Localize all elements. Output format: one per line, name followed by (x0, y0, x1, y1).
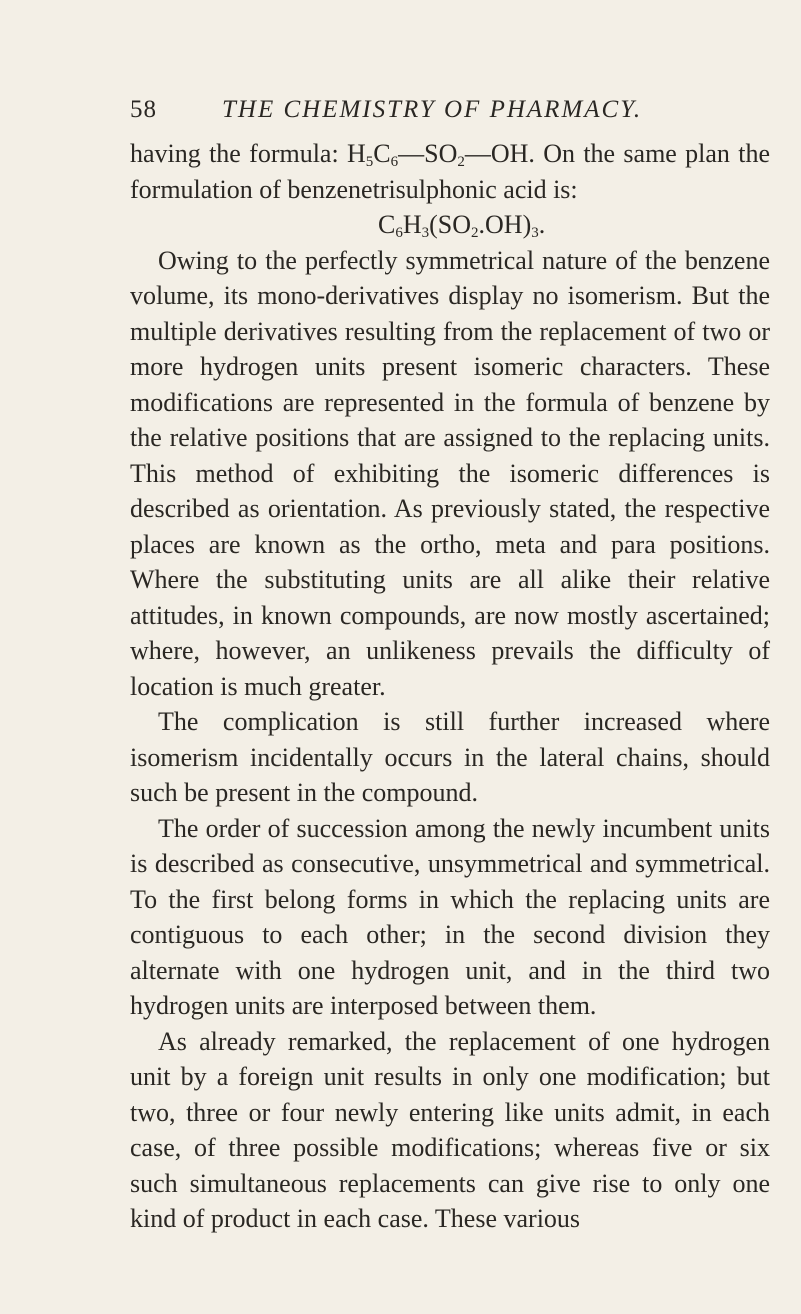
body-text (130, 136, 770, 1237)
paragraph-1: having the formula: $H_5C_6—SO_2—OH$. On the same plan the formulation of benzenetrisulphonic acid is: (130, 139, 770, 204)
paragraph-5: As already remarked, the replacement of one hydrogen unit by a foreign unit results in only one modification; but two, three or four newly entering like units admit, in each case, of three possible modifications; whereas five or six such simultaneous replacements can give rise to only one kind of product in each case. These various (130, 1026, 770, 1233)
running-title: THE CHEMISTRY OF PHARMACY. (222, 96, 643, 123)
page-header (130, 96, 770, 130)
paragraph-3: The complication is still further increased where isomerism incidentally occurs in the lateral chains, should such be present in the compound. (130, 707, 770, 807)
paragraph-2: Owing to the perfectly symmetrical nature of the benzene volume, its mono-derivatives display no isomerism. But the multiple derivatives resulting from the replacement of two or more hydrogen units present isomeric characters. These modifications are represented in the formula of benzene by the relative positions that are assigned to the replacing units. This method of exhibiting the isomeric differences is described as orientation. As previously stated, the respective places are known as the ortho, meta and para positions. Where the substituting units are all alike their relative attitudes, in known compounds, are now mostly ascertained; where, however, an unlikeness prevails the difficulty of location is much greater. (130, 245, 770, 701)
formula-benzenetrisulphonic-acid: $C_6H_3(SO_2.OH)_3$. (378, 210, 546, 241)
paragraph-4: The order of succession among the newly incumbent units is described as consecutive, unsymmetrical and symmetrical. To the first belong forms in which the replacing units are contiguous to each other; in the second division they alternate with one hydrogen unit, and in the third two hydrogen units are interposed between them. (130, 813, 770, 1020)
page-number: 58 (130, 96, 157, 123)
